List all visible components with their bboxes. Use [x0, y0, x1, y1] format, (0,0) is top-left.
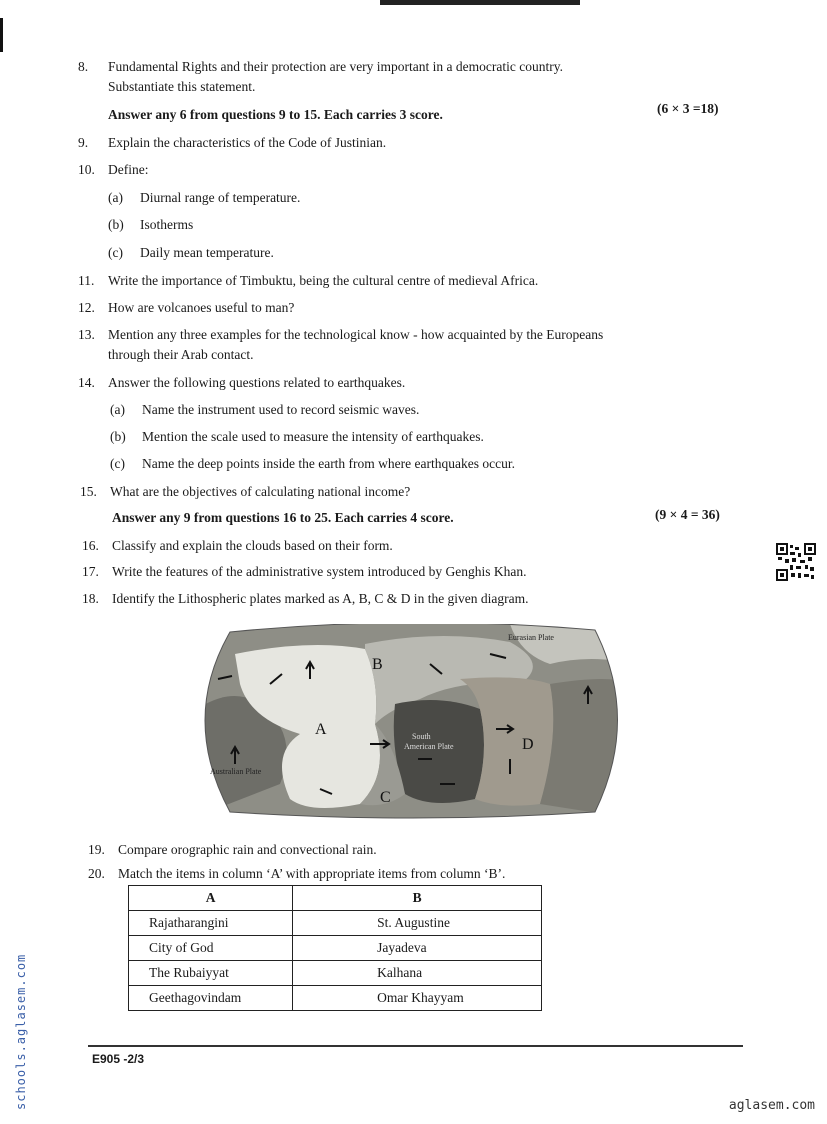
question-number: 18. [82, 591, 99, 606]
table-header-row [129, 886, 542, 911]
footer-rule [88, 1045, 743, 1047]
question-text: through their Arab contact. [108, 347, 254, 362]
question-text: Write the importance of Timbuktu, being the cultural centre of medieval Africa. [108, 273, 539, 288]
corner-watermark: aglasem.com [728, 1098, 815, 1113]
plate-label-c: C [380, 789, 391, 806]
part-text: Daily mean temperature. [140, 245, 274, 260]
question-text: Mention any three examples for the technological know - how acquainted by the Europeans [108, 327, 604, 342]
page-code: E905 -2/3 [92, 1052, 145, 1066]
question-text: Substantiate this statement. [108, 79, 256, 94]
cell-b: St. Augustine [293, 911, 542, 936]
part-label: (c) [108, 245, 123, 260]
south-american-plate-region [394, 700, 484, 803]
column-header-a: A [129, 886, 293, 911]
plate-label-a: A [315, 721, 327, 738]
part-text: Name the deep points inside the earth from where earthquakes occur. [142, 456, 515, 471]
part-text: Mention the scale used to measure the intensity of earthquakes. [142, 429, 484, 444]
question-text: Answer the following questions related to earthquakes. [108, 375, 406, 390]
question-number: 19. [88, 842, 105, 857]
table-row [129, 961, 542, 986]
cell-b: Jayadeva [293, 936, 542, 961]
question-text: Write the features of the administrative system introduced by Genghis Khan. [112, 564, 527, 579]
question-number: 16. [82, 538, 99, 553]
question-text: What are the objectives of calculating national income? [110, 484, 411, 499]
top-border-line [380, 0, 580, 5]
plate-label-d: D [522, 736, 534, 753]
cell-b: Omar Khayyam [293, 986, 542, 1011]
eurasian-plate-label: Eurasian Plate [508, 633, 554, 642]
question-number: 20. [88, 866, 105, 881]
question-number: 13. [78, 327, 95, 342]
plate-label-b: B [372, 656, 383, 673]
table-row [129, 986, 542, 1011]
cell-a: The Rubaiyyat [129, 961, 293, 986]
question-text: Classify and explain the clouds based on their form. [112, 538, 393, 553]
question-number: 10. [78, 162, 95, 177]
australian-plate-label: Australian Plate [210, 767, 262, 776]
part-text: Diurnal range of temperature. [140, 190, 301, 205]
question-text: Define: [108, 162, 149, 177]
part-label: (a) [110, 402, 125, 417]
side-watermark: schools.aglasem.com [14, 953, 28, 1110]
question-number: 14. [78, 375, 95, 390]
question-number: 11. [78, 273, 95, 288]
question-text: Identify the Lithospheric plates marked as A, B, C & D in the given diagram. [112, 591, 529, 606]
question-number: 8. [78, 59, 89, 74]
qr-code-icon [776, 543, 816, 581]
cell-b: Kalhana [293, 961, 542, 986]
table-row [129, 936, 542, 961]
part-label: (c) [110, 456, 125, 471]
cell-a: City of God [129, 936, 293, 961]
table-row [129, 911, 542, 936]
cell-a: Rajatharangini [129, 911, 293, 936]
column-header-b: B [293, 886, 542, 911]
cell-a: Geethagovindam [129, 986, 293, 1011]
lithospheric-plates-map [190, 624, 635, 819]
question-number: 17. [82, 564, 99, 579]
part-label: (a) [108, 190, 123, 205]
part-label: (b) [108, 217, 124, 232]
section-score: (9 × 4 = 36) [655, 507, 720, 522]
question-number: 15. [80, 484, 97, 499]
left-margin-mark [0, 18, 3, 52]
question-number: 12. [78, 300, 95, 315]
part-text: Isotherms [140, 217, 194, 232]
section-instruction: Answer any 9 from questions 16 to 25. Each carries 4 score. [112, 510, 454, 525]
question-text: Fundamental Rights and their protection are very important in a democratic country. [108, 59, 563, 74]
question-text: How are volcanoes useful to man? [108, 300, 295, 315]
question-number: 9. [78, 135, 89, 150]
question-text: Compare orographic rain and convectional rain. [118, 842, 377, 857]
section-instruction: Answer any 6 from questions 9 to 15. Each carries 3 score. [108, 107, 443, 122]
question-text: Match the items in column ‘A’ with appropriate items from column ‘B’. [118, 866, 506, 881]
part-text: Name the instrument used to record seismic waves. [142, 402, 420, 417]
section-score: (6 × 3 =18) [657, 101, 719, 116]
part-label: (b) [110, 429, 126, 444]
south-american-plate-label-1: South [412, 732, 431, 741]
match-table [128, 885, 542, 1011]
question-text: Explain the characteristics of the Code of Justinian. [108, 135, 387, 150]
south-american-plate-label-2: American Plate [404, 742, 454, 751]
